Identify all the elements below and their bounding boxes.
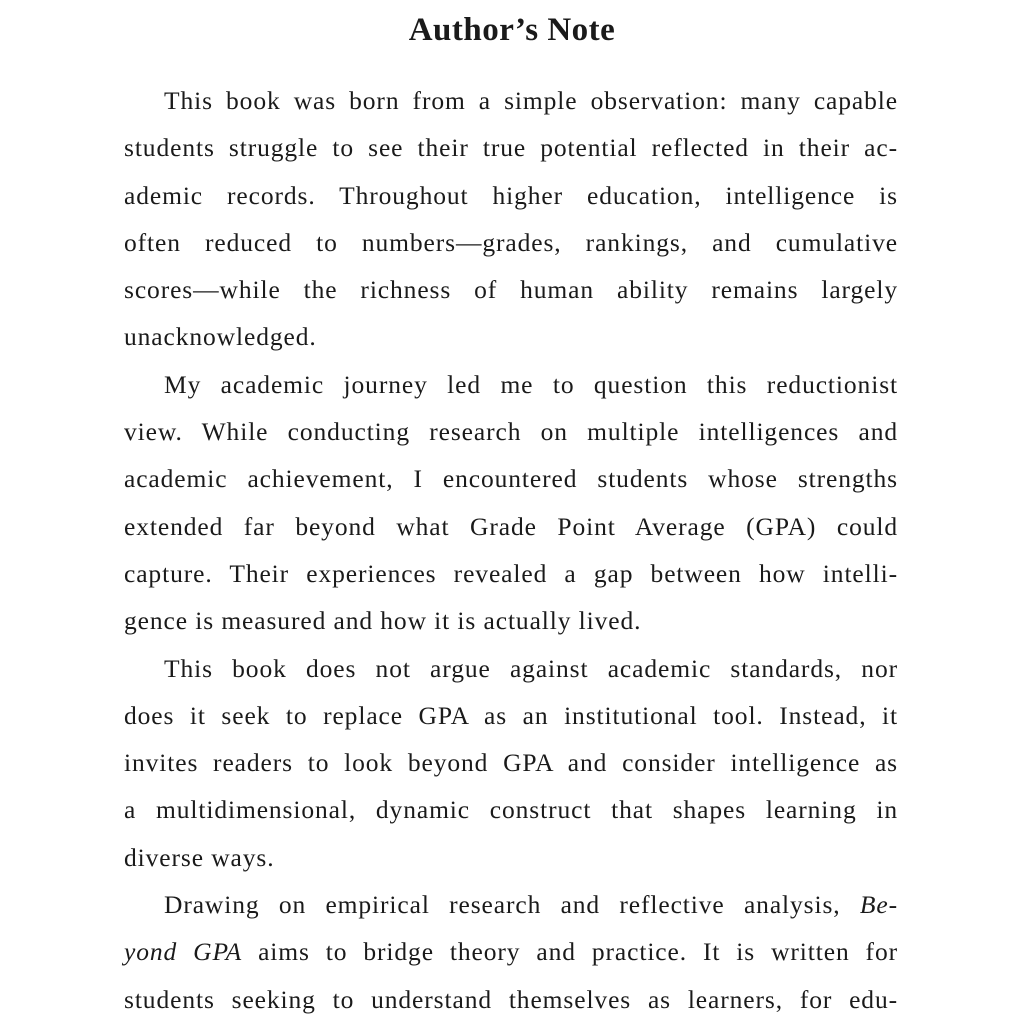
paragraph-4-line-2 <box>124 928 898 975</box>
paragraph-2-line-3: academic achievement, I encountered students whose strengths <box>124 464 898 494</box>
paragraph-2-line-6: gence is measured and how it is actually lived. <box>124 606 642 636</box>
paragraph-4-line-3: students seeking to understand themselves as learners, for edu- <box>124 984 898 1014</box>
paragraph-2-line-4: extended far beyond what Grade Point Average (GPA) could <box>124 511 898 541</box>
paragraph-3-line-2: does it seek to replace GPA as an institutional tool. Instead, it <box>124 700 898 730</box>
paragraph-4-line-2-text: aims to bridge theory and practice. It is written for <box>258 937 898 967</box>
paragraph-2-line-2: view. While conducting research on multiple intelligences and <box>124 417 898 447</box>
body-text <box>124 77 898 1023</box>
paragraph-2-line-5: capture. Their experiences revealed a gap between how intelli- <box>124 558 898 588</box>
paragraph-3-line-3: invites readers to look beyond GPA and consider intelligence as <box>124 748 898 778</box>
paragraph-1-line-5: scores—while the richness of human ability remains largely <box>124 275 898 305</box>
paragraph-1-line-4: often reduced to numbers—grades, rankings, and cumulative <box>124 227 898 257</box>
paragraph-2-line-1: My academic journey led me to question this reductionist <box>164 369 898 399</box>
paragraph-3-line-4: a multidimensional, dynamic construct that shapes learning in <box>124 795 898 825</box>
book-title-italic-start: Be- <box>859 890 898 920</box>
paragraph-1-line-2: students struggle to see their true potential reflected in their ac- <box>124 133 898 163</box>
paragraph-4-line-1 <box>124 881 898 928</box>
paragraph-1-line-3: ademic records. Throughout higher education, intelligence is <box>124 180 898 210</box>
paragraph-4-line-1-text: Drawing on empirical research and reflective analysis, <box>164 890 841 920</box>
paragraph-3-line-1: This book does not argue against academic standards, nor <box>164 653 898 683</box>
paragraph-1-line-6: unacknowledged. <box>124 322 317 352</box>
paragraph-1-line-1: This book was born from a simple observation: many capable <box>164 86 898 115</box>
page-title: Author’s Note <box>408 12 616 48</box>
paragraph-3-line-5: diverse ways. <box>124 842 275 872</box>
book-title-italic-end: yond GPA <box>124 937 243 967</box>
